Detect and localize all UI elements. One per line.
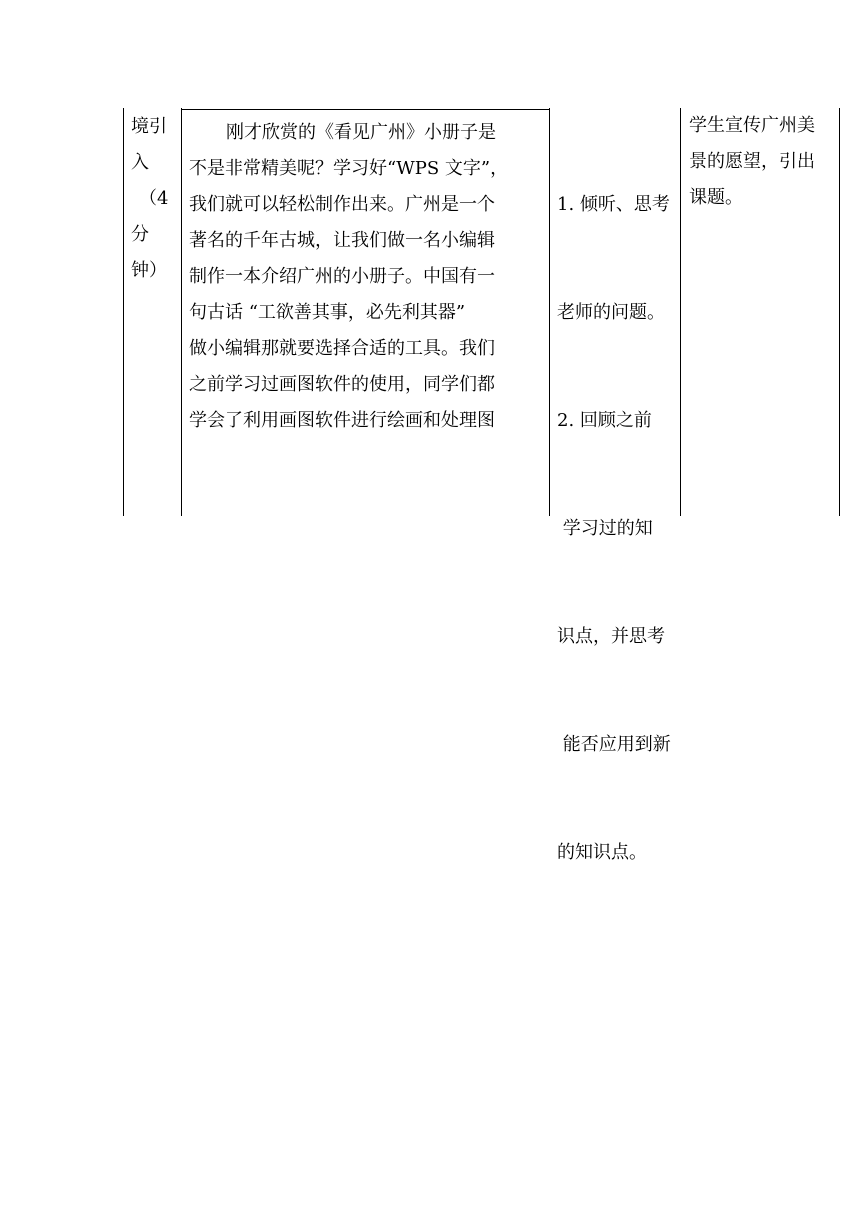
design-intent-line: 课题。 [689,187,743,208]
teacher-activity-line: 做小编辑那就要选择合适的工具。我们 [189,338,495,359]
teacher-activity-line: 刚才欣赏的《看见广州》小册子是 [226,122,496,143]
teacher-activity-line: 制作一本介绍广州的小册子。中国有一 [189,266,495,287]
design-intent-line: 景的愿望，引出 [689,151,815,172]
teacher-activity-line: 不是非常精美呢？学习好“WPS 文字”， [189,158,509,179]
table-border-col2-left [181,108,182,516]
student-activity-line: 1. 倾听、思考 [557,194,670,215]
stage-label-line: 境引 [131,116,167,137]
teacher-activity-line: 句古话 “工欲善其事，必先利其器” [189,302,466,323]
table-border-left [123,108,124,516]
design-intent-cell [689,108,837,216]
student-activity-line: 能否应用到新 [557,734,671,755]
student-activity-line: 老师的问题。 [557,302,665,323]
teacher-activity-line: 著名的千年古城，让我们做一名小编辑 [189,230,495,251]
design-intent-line: 学生宣传广州美 [689,115,815,136]
stage-label-cell [131,109,179,289]
teacher-activity-cell [189,115,545,439]
student-activity-line: 2. 回顾之前 [557,410,652,431]
student-activity-line: 的知识点。 [557,842,647,863]
teacher-activity-line: 我们就可以轻松制作出来。广州是一个 [189,194,495,215]
table-border-col2-right [549,108,550,516]
stage-label-line: 钟） [131,260,167,281]
student-activity-cell [557,115,679,907]
table-border-right [839,108,840,516]
stage-label-line: 分 [131,224,149,245]
student-activity-line: 识点，并思考 [557,626,665,647]
teacher-activity-line: 学会了利用画图软件进行绘画和处理图 [189,410,495,431]
table-border-col3-right [680,108,681,516]
stage-label-line: 入 [131,152,149,173]
stage-label-line: （4 [139,188,169,209]
table-border-col2-top [181,109,550,110]
student-activity-line: 学习过的知 [557,518,653,539]
teacher-activity-line: 之前学习过画图软件的使用，同学们都 [189,374,495,395]
